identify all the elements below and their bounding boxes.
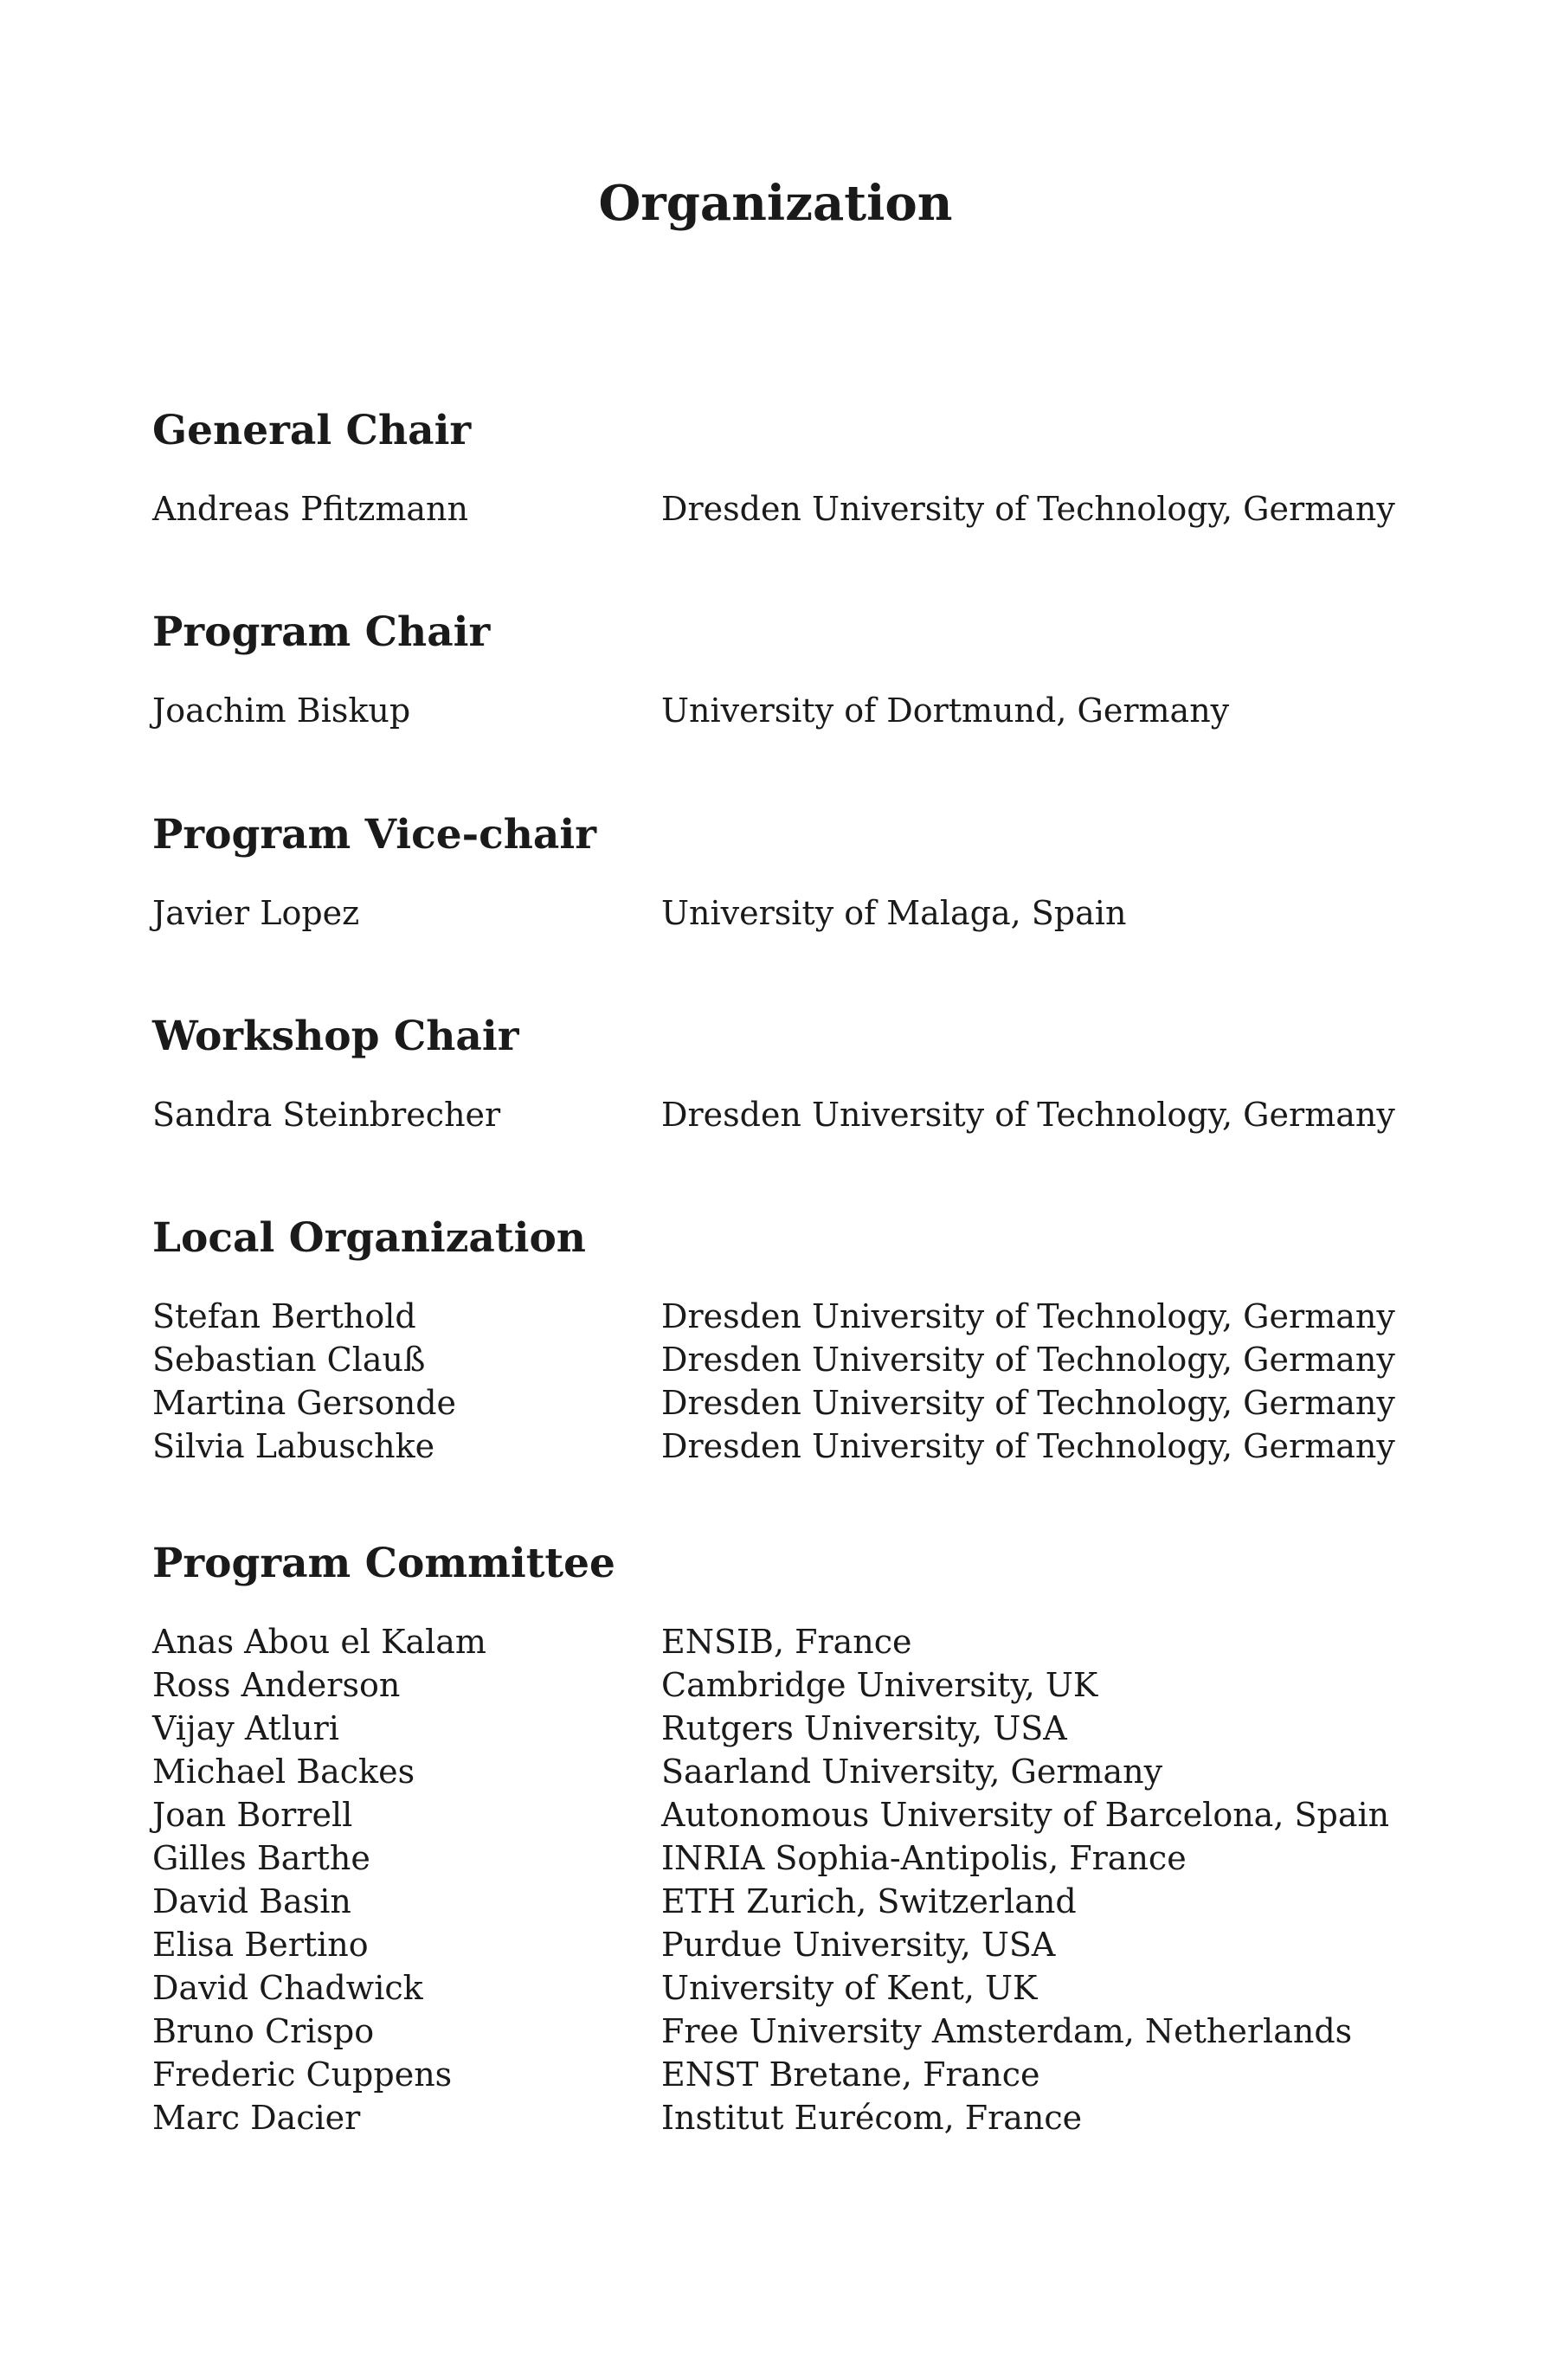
member-row — [152, 1707, 1399, 1750]
member-row — [152, 1750, 1399, 1793]
section-heading: Local Organization — [152, 1214, 586, 1262]
member-affiliation: Autonomous University of Barcelona, Spain — [661, 1796, 1390, 1834]
member-row — [152, 891, 1399, 935]
member-row — [152, 2096, 1399, 2139]
member-name: Silvia Labuschke — [152, 1427, 435, 1465]
member-row — [152, 1425, 1399, 1468]
member-row — [152, 1295, 1399, 1338]
member-row — [152, 1836, 1399, 1880]
member-name: Javier Lopez — [152, 894, 360, 932]
section-heading: Program Vice-chair — [152, 811, 597, 859]
member-row — [152, 1880, 1399, 1923]
member-name: Joachim Biskup — [152, 691, 411, 730]
member-affiliation: Dresden University of Technology, Germany — [661, 1427, 1395, 1465]
member-name: Marc Dacier — [152, 2099, 361, 2137]
member-row — [152, 1966, 1399, 2010]
member-name: Frederic Cuppens — [152, 2055, 453, 2094]
section-local-organization — [152, 1213, 1399, 1468]
member-name: Joan Borrell — [152, 1796, 353, 1834]
member-affiliation: Dresden University of Technology, Germany — [661, 1297, 1395, 1335]
member-name: Ross Anderson — [152, 1666, 401, 1704]
member-name: Elisa Bertino — [152, 1926, 369, 1964]
member-name: Andreas Pfitzmann — [152, 490, 468, 528]
member-affiliation: Free University Amsterdam, Netherlands — [661, 2012, 1353, 2050]
member-row — [152, 1620, 1399, 1663]
member-affiliation: Dresden University of Technology, Germany — [661, 1096, 1395, 1134]
member-affiliation: ENSIB, France — [661, 1623, 912, 1661]
member-name: David Basin — [152, 1882, 351, 1920]
section-program-chair — [152, 607, 1399, 732]
member-name: David Chadwick — [152, 1969, 423, 2007]
member-affiliation: Dresden University of Technology, Germany — [661, 490, 1395, 528]
member-row — [152, 1793, 1399, 1836]
member-name: Stefan Berthold — [152, 1297, 416, 1335]
member-name: Vijay Atluri — [152, 1709, 339, 1747]
member-name: Sebastian Clauß — [152, 1341, 426, 1379]
member-row — [152, 2053, 1399, 2096]
member-name: Sandra Steinbrecher — [152, 1096, 501, 1134]
member-name: Anas Abou el Kalam — [152, 1623, 486, 1661]
member-affiliation: Dresden University of Technology, Germany — [661, 1384, 1395, 1422]
member-affiliation: ENST Bretane, France — [661, 2055, 1040, 2094]
member-row — [152, 1923, 1399, 1966]
member-row — [152, 1381, 1399, 1425]
member-affiliation: Institut Eurécom, France — [661, 2099, 1083, 2137]
member-affiliation: Saarland University, Germany — [661, 1753, 1163, 1791]
member-row — [152, 2010, 1399, 2053]
member-name: Michael Backes — [152, 1753, 415, 1791]
section-workshop-chair — [152, 1011, 1399, 1136]
member-row — [152, 1663, 1399, 1707]
member-name: Bruno Crispo — [152, 2012, 375, 2050]
section-heading: Program Committee — [152, 1540, 615, 1587]
section-heading: Workshop Chair — [152, 1013, 519, 1060]
member-name: Gilles Barthe — [152, 1839, 370, 1877]
member-affiliation: Purdue University, USA — [661, 1926, 1056, 1964]
member-affiliation: INRIA Sophia-Antipolis, France — [661, 1839, 1187, 1877]
member-name: Martina Gersonde — [152, 1384, 457, 1422]
member-row — [152, 487, 1399, 531]
section-heading: General Chair — [152, 407, 472, 454]
section-heading: Program Chair — [152, 608, 491, 656]
page-title: Organization — [598, 175, 953, 232]
member-row — [152, 1338, 1399, 1381]
member-affiliation: University of Kent, UK — [661, 1969, 1038, 2007]
section-program-committee — [152, 1538, 1399, 2139]
section-general-chair — [152, 405, 1399, 531]
member-row — [152, 689, 1399, 732]
member-row — [152, 1093, 1399, 1136]
member-affiliation: Dresden University of Technology, Germany — [661, 1341, 1395, 1379]
member-affiliation: University of Dortmund, Germany — [661, 691, 1230, 730]
section-program-vice-chair — [152, 809, 1399, 935]
member-affiliation: Rutgers University, USA — [661, 1709, 1067, 1747]
member-affiliation: Cambridge University, UK — [661, 1666, 1098, 1704]
member-affiliation: ETH Zurich, Switzerland — [661, 1882, 1077, 1920]
member-affiliation: University of Malaga, Spain — [661, 894, 1127, 932]
